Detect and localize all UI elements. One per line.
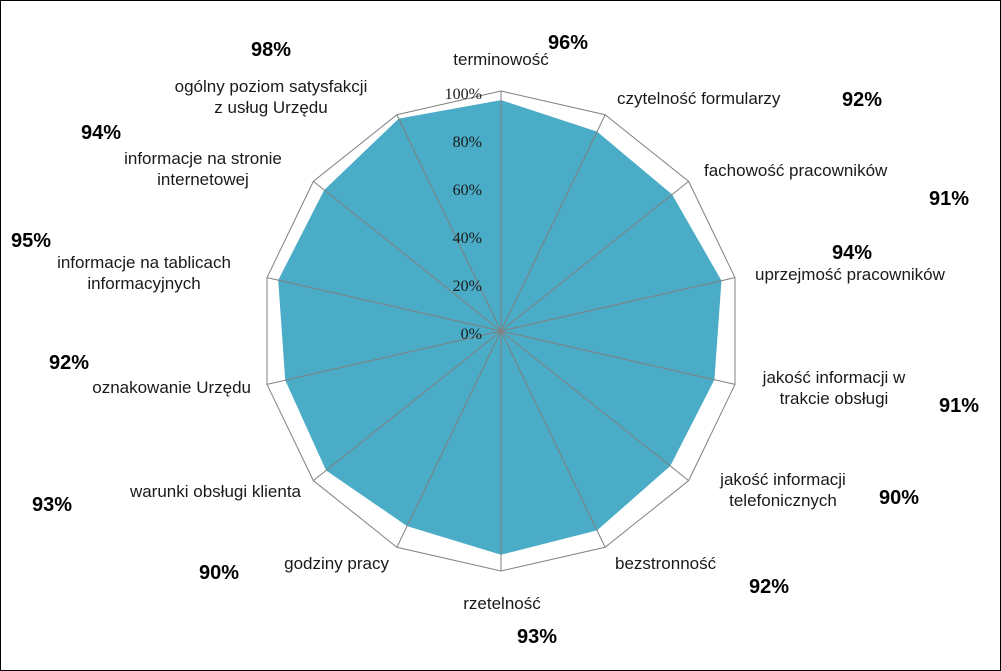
- data-value-label: 93%: [516, 626, 558, 648]
- category-label: informacje na stronie internetowej: [124, 149, 282, 189]
- radial-tick-label: 80%: [452, 134, 482, 151]
- category-label: jakość informacji telefonicznych: [720, 470, 846, 510]
- category-label: uprzejmość pracowników: [755, 265, 945, 284]
- category-label: jakość informacji w trakcie obsługi: [762, 368, 906, 408]
- radial-tick-label: 100%: [444, 86, 482, 103]
- radar-chart-svg: [1, 1, 1000, 670]
- data-value-label: 92%: [841, 89, 883, 111]
- category-label: informacje na tablicach informacyjnych: [57, 253, 231, 293]
- data-value-label: 95%: [10, 230, 52, 252]
- radial-tick-label: 40%: [452, 230, 482, 247]
- data-value-label: 90%: [878, 487, 920, 509]
- category-label: godziny pracy: [284, 554, 389, 573]
- category-label: ogólny poziom satysfakcji z usług Urzędu: [174, 77, 368, 117]
- category-label: fachowość pracowników: [704, 161, 888, 180]
- radial-tick-label: 60%: [452, 182, 482, 199]
- data-value-label: 96%: [547, 32, 589, 54]
- category-label: czytelność formularzy: [617, 89, 781, 108]
- data-value-label: 93%: [31, 494, 73, 516]
- data-value-label: 94%: [831, 242, 873, 264]
- data-value-label: 92%: [748, 576, 790, 598]
- radial-tick-label: 0%: [460, 326, 482, 343]
- category-label: warunki obsługi klienta: [129, 482, 301, 501]
- category-label: rzetelność: [463, 594, 541, 613]
- radar-data-area: [279, 101, 721, 555]
- category-label: oznakowanie Urzędu: [92, 378, 251, 397]
- data-value-label: 90%: [198, 562, 240, 584]
- radial-tick-label: 20%: [452, 278, 482, 295]
- data-value-label: 92%: [48, 352, 90, 374]
- data-value-label: 98%: [250, 39, 292, 61]
- category-label: terminowość: [453, 50, 549, 69]
- data-value-label: 91%: [928, 188, 970, 210]
- category-label: bezstronność: [615, 554, 717, 573]
- data-value-label: 94%: [80, 122, 122, 144]
- data-value-label: 91%: [938, 395, 980, 417]
